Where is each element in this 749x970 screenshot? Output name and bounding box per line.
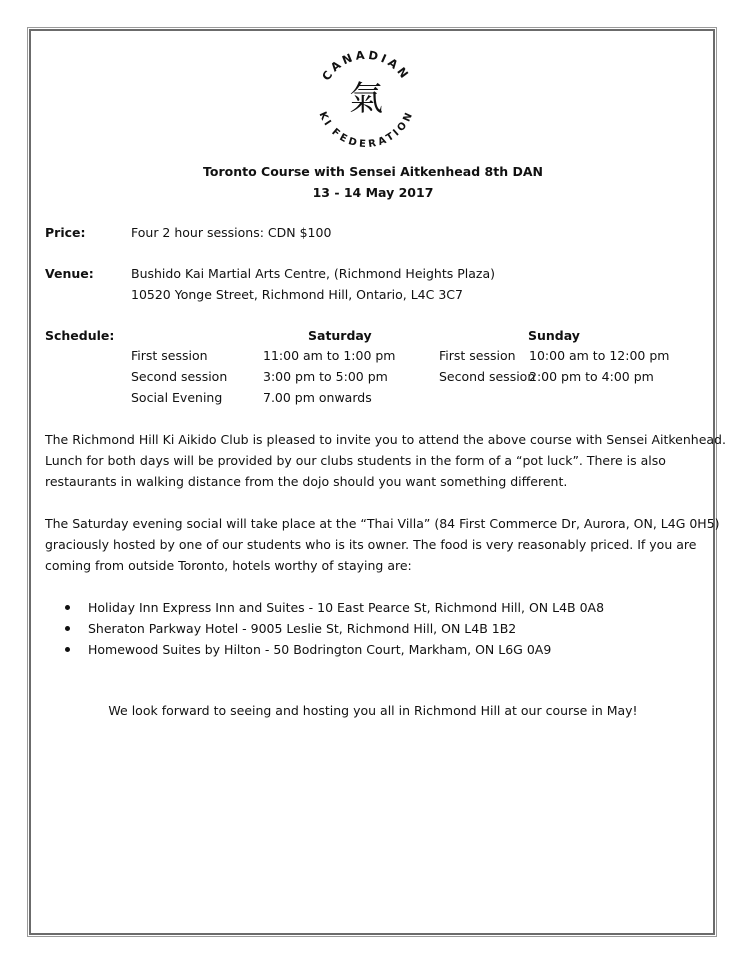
bullet-icon <box>65 626 70 631</box>
bullet-icon <box>65 647 70 652</box>
sunday-session-time: 2:00 pm to 4:00 pm <box>529 369 654 384</box>
saturday-heading: Saturday <box>308 328 372 343</box>
bullet-icon <box>65 605 70 610</box>
venue-label: Venue: <box>45 266 94 281</box>
venue-line-2: 10520 Yonge Street, Richmond Hill, Ontario, L4C 3C7 <box>131 287 463 302</box>
saturday-session-name: Second session <box>131 369 228 384</box>
list-item <box>62 639 604 660</box>
saturday-session-time: 7.00 pm onwards <box>263 390 372 405</box>
social-paragraph <box>45 513 720 576</box>
venue-line-1: Bushido Kai Martial Arts Centre, (Richmond Heights Plaza) <box>131 266 495 281</box>
social-line: graciously hosted by one of our students who is its owner. The food is very reasonably priced. If you are <box>45 537 697 552</box>
saturday-session-name: Social Evening <box>131 390 223 405</box>
sunday-session-name: Second session <box>439 369 536 384</box>
hotel-list <box>62 597 604 660</box>
saturday-session-time: 11:00 am to 1:00 pm <box>263 348 396 363</box>
intro-line: restaurants in walking distance from the dojo should you want something different. <box>45 474 568 489</box>
social-line: The Saturday evening social will take place at the “Thai Villa” (84 First Commerce Dr, Aurora, ON, L4G 0H5) <box>45 516 720 531</box>
logo-bottom-text: KI FEDERATION <box>316 110 416 151</box>
hotel-item: Homewood Suites by Hilton - 50 Bodrington Court, Markham, ON L6G 0A9 <box>88 642 552 657</box>
list-item <box>62 597 604 618</box>
logo-top-text: CANADIAN <box>318 47 413 84</box>
sunday-session-name: First session <box>439 348 516 363</box>
schedule-label: Schedule: <box>45 328 115 343</box>
closing-line: We look forward to seeing and hosting you all in Richmond Hill at our course in May! <box>108 703 638 718</box>
hotel-item: Holiday Inn Express Inn and Suites - 10 East Pearce St, Richmond Hill, ON L4B 0A8 <box>88 600 605 615</box>
social-line: coming from outside Toronto, hotels worthy of staying are: <box>45 558 412 573</box>
logo-ki-glyph: 氣 <box>349 79 383 119</box>
saturday-session-time: 3:00 pm to 5:00 pm <box>263 369 388 384</box>
price-label: Price: <box>45 225 86 240</box>
canadian-ki-federation-logo <box>309 40 423 154</box>
sunday-heading: Sunday <box>528 328 580 343</box>
intro-line: The Richmond Hill Ki Aikido Club is pleased to invite you to attend the above course with Sensei Aitkenhead. <box>45 432 726 447</box>
course-title: Toronto Course with Sensei Aitkenhead 8th DAN <box>203 164 543 179</box>
course-dates: 13 - 14 May 2017 <box>312 185 434 200</box>
logo-seal <box>309 40 423 154</box>
svg-text:CANADIAN <box>319 48 413 83</box>
intro-line: Lunch for both days will be provided by our clubs students in the form of a “pot luck”. There is also <box>45 453 666 468</box>
intro-paragraph <box>45 429 726 492</box>
hotel-item: Sheraton Parkway Hotel - 9005 Leslie St, Richmond Hill, ON L4B 1B2 <box>88 621 517 636</box>
price-value: Four 2 hour sessions: CDN $100 <box>131 225 332 240</box>
sunday-session-time: 10:00 am to 12:00 pm <box>529 348 670 363</box>
saturday-session-name: First session <box>131 348 208 363</box>
list-item <box>62 618 604 639</box>
